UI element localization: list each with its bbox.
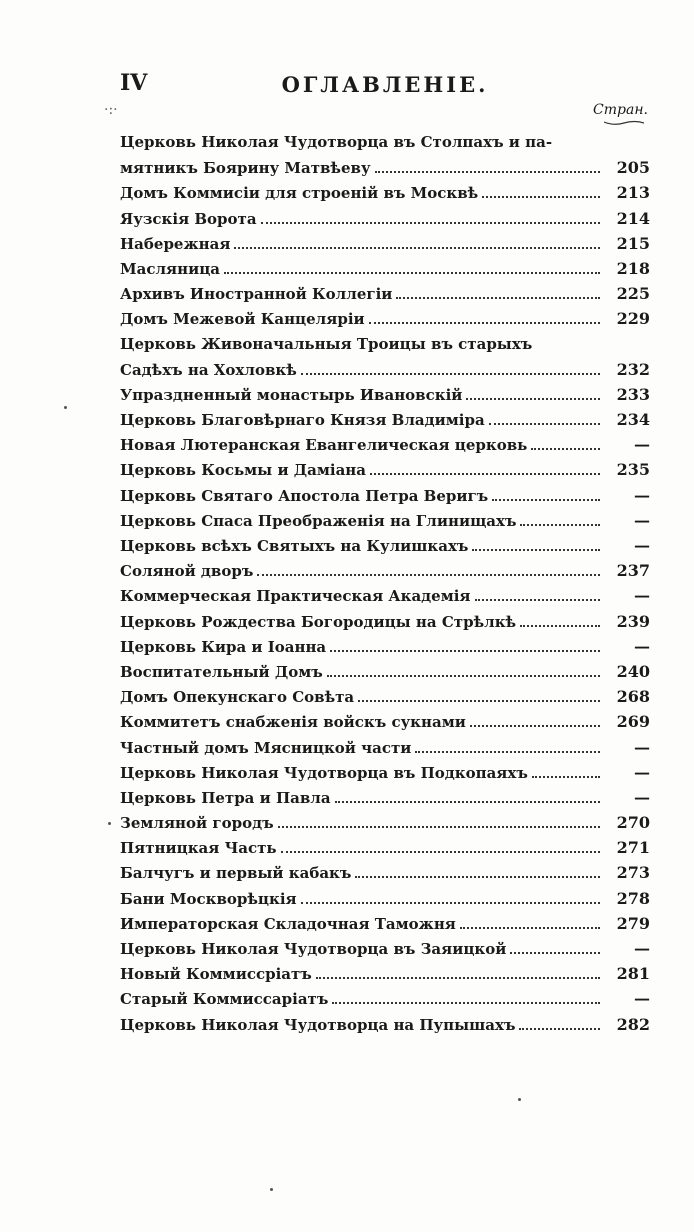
- dot-leader: [369, 322, 600, 324]
- toc-page-number: 218: [616, 258, 650, 278]
- toc-page-number: 278: [616, 888, 650, 908]
- toc-page-number: 240: [616, 661, 650, 681]
- toc-entry-line: [120, 583, 650, 608]
- dot-leader: [510, 952, 600, 954]
- toc-entry-line: [120, 432, 650, 457]
- page-title: ОГЛАВЛЕНІЕ.: [281, 72, 489, 97]
- toc-page-number: 225: [616, 284, 650, 304]
- dot-leader: [358, 700, 600, 702]
- toc-entry-title: Церковь всѣхъ Святыхъ на Кулишкахъ: [120, 537, 469, 555]
- toc-entry-line: [120, 810, 650, 835]
- toc-entry-title: Коммерческая Практическая Академія: [120, 587, 471, 606]
- toc-page-number: —: [634, 989, 650, 1009]
- toc-entry-line: [120, 986, 650, 1011]
- toc-page-number: 281: [616, 964, 650, 984]
- page-header: [120, 70, 650, 100]
- dot-leader: [257, 574, 600, 576]
- dot-leader: [472, 549, 600, 551]
- toc-page-number: 239: [616, 611, 650, 631]
- toc-entry-title: Домъ Коммисіи для строеній въ Москвѣ: [120, 184, 479, 203]
- toc-entry: [120, 130, 650, 180]
- dot-leader: [316, 977, 600, 979]
- toc-entry-line: [120, 206, 650, 231]
- toc-entry: [120, 961, 650, 986]
- toc-entry-title: Масляница: [120, 259, 221, 278]
- dot-leader: [278, 826, 600, 828]
- toc-entry: [120, 609, 650, 634]
- toc-entry-line: [120, 332, 650, 357]
- toc-entry-line: [120, 231, 650, 256]
- toc-page-number: 205: [616, 158, 650, 178]
- toc-entry-title: Церковь Спаса Преображенія на Глинищахъ: [120, 511, 517, 530]
- toc-page-number: —: [634, 485, 650, 505]
- toc-entry-line: [120, 760, 650, 785]
- toc-entry-title: Бани Москворѣцкія: [120, 889, 297, 908]
- toc-entry: [120, 508, 650, 533]
- toc-entry: [120, 735, 650, 760]
- toc-entry: [120, 911, 650, 936]
- column-header: [104, 102, 650, 124]
- ink-speck: [270, 1188, 273, 1191]
- dot-leader: [396, 297, 600, 299]
- toc-entry-title: Церковь Николая Чудотворца въ Заяицкой: [120, 940, 507, 958]
- dot-leader: [301, 373, 600, 375]
- toc-entry-line: [120, 709, 650, 734]
- toc-entry-title: Упраздненный монастырь Ивановскій: [120, 385, 463, 404]
- toc-entry-title: Земляной городъ: [120, 814, 274, 833]
- dot-leader: [281, 851, 600, 853]
- toc-entry: [120, 659, 650, 684]
- toc-entry: [120, 986, 650, 1011]
- toc-entry-line: [120, 634, 650, 659]
- toc-entry-title: Императорская Складочная Таможня: [120, 914, 456, 933]
- toc-entry: [120, 382, 650, 407]
- toc-page-number: —: [634, 435, 650, 455]
- toc-page-number: 235: [616, 460, 650, 480]
- toc-entry-line: [120, 860, 650, 885]
- toc-entry: [120, 760, 650, 785]
- toc-entry-title: Церковь Косьмы и Даміана: [120, 461, 366, 480]
- toc-entry-line: [120, 785, 650, 810]
- dot-leader: [332, 1002, 600, 1004]
- dot-leader: [460, 927, 600, 929]
- ink-speck: [518, 1098, 521, 1101]
- toc-entry: [120, 432, 650, 457]
- toc-entry: [120, 684, 650, 709]
- toc-page-number: —: [634, 762, 650, 782]
- toc-entry-title: Архивъ Иностранной Коллегіи: [120, 285, 393, 304]
- toc-entry-title: Новый Коммиссріатъ: [120, 965, 312, 984]
- dot-leader: [519, 1028, 600, 1030]
- toc-entry-line: [120, 961, 650, 986]
- toc-entry-line: [120, 533, 650, 558]
- toc-page-number: 270: [616, 813, 650, 833]
- toc-entry: [120, 206, 650, 231]
- toc-entry: [120, 634, 650, 659]
- toc-page-number: 232: [616, 359, 650, 379]
- toc-page-number: 229: [616, 309, 650, 329]
- toc-page-number: 273: [616, 863, 650, 883]
- dot-leader: [492, 499, 600, 501]
- toc-entry: [120, 886, 650, 911]
- toc-entry-title: Церковь Живоначальныя Троицы въ старыхъ: [120, 334, 533, 353]
- toc-entry-title: Пятницкая Часть: [120, 839, 277, 858]
- column-label-underline: [604, 120, 644, 126]
- toc-entry: [120, 709, 650, 734]
- toc-entry-line: [120, 180, 650, 205]
- toc-entry: [120, 583, 650, 608]
- toc-entry: [120, 558, 650, 583]
- toc-entry-title: Воспитательный Домъ: [120, 662, 323, 681]
- toc-entry-line: [120, 382, 650, 407]
- dot-leader: [520, 625, 600, 627]
- toc-page-number: —: [634, 536, 650, 555]
- table-of-contents: [120, 130, 650, 1037]
- dot-leader: [224, 272, 600, 274]
- toc-entry-line: [120, 155, 650, 180]
- ink-speck: [108, 822, 111, 825]
- toc-entry: [120, 1012, 650, 1037]
- toc-entry-line: [120, 407, 650, 432]
- toc-entry-title: Старый Коммиссаріатъ: [120, 990, 329, 1009]
- toc-entry-title: Садѣхъ на Хохловкѣ: [120, 360, 297, 379]
- toc-entry: [120, 533, 650, 558]
- dot-leader: [234, 247, 600, 249]
- toc-entry: [120, 407, 650, 432]
- toc-entry-line: [120, 886, 650, 911]
- toc-entry: [120, 810, 650, 835]
- toc-entry-line: [120, 306, 650, 331]
- dot-leader: [330, 650, 600, 652]
- toc-page-number: 215: [616, 233, 650, 253]
- toc-entry-title: Набережная: [120, 234, 231, 253]
- toc-entry-line: [120, 357, 650, 382]
- toc-entry-title: мятникъ Боярину Матвѣеву: [120, 159, 371, 178]
- toc-entry: [120, 231, 650, 256]
- toc-entry-title: Балчугъ и первый кабакъ: [120, 864, 352, 883]
- toc-entry: [120, 457, 650, 482]
- toc-page-number: 213: [616, 183, 650, 203]
- toc-entry-title: Церковь Кира и Іоанна: [120, 637, 327, 656]
- toc-entry-line: [120, 835, 650, 860]
- page-column-label: Стран.: [593, 102, 648, 118]
- toc-entry-line: [120, 483, 650, 508]
- dot-leader: [415, 751, 600, 753]
- page-number: IV: [120, 70, 148, 96]
- toc-entry: [120, 281, 650, 306]
- ink-speck: [64, 406, 67, 409]
- dot-leader: [261, 222, 600, 224]
- dot-leader: [482, 196, 600, 198]
- toc-page-number: —: [634, 586, 650, 606]
- toc-entry-line: [120, 130, 650, 155]
- dot-leader: [532, 776, 600, 778]
- dot-leader: [520, 524, 600, 526]
- toc-entry-line: [120, 735, 650, 760]
- toc-entry: [120, 860, 650, 885]
- toc-page-number: —: [634, 737, 650, 757]
- toc-entry-title: Церковь Николая Чудотворца въ Подкопаяхъ: [120, 763, 528, 782]
- toc-page-number: 214: [616, 208, 650, 228]
- toc-entry-title: Домъ Межевой Канцеляріи: [120, 310, 365, 329]
- toc-entry: [120, 180, 650, 205]
- toc-page-number: 234: [616, 410, 650, 430]
- toc-entry-line: [120, 659, 650, 684]
- toc-entry-title: Церковь Николая Чудотворца въ Столпахъ и па-: [120, 133, 553, 151]
- toc-entry: [120, 936, 650, 961]
- toc-entry-title: Домъ Опекунскаго Совѣта: [120, 688, 355, 707]
- toc-entry-title: Церковь Николая Чудотворца на Пупышахъ: [120, 1015, 516, 1034]
- dot-leader: [466, 398, 600, 400]
- dot-leader: [327, 675, 600, 677]
- toc-entry-line: [120, 936, 650, 961]
- dot-leader: [370, 473, 600, 475]
- toc-entry: [120, 256, 650, 281]
- toc-page-number: 237: [616, 561, 650, 581]
- toc-entry-line: [120, 911, 650, 936]
- toc-entry-title: Церковь Благовѣрнаго Князя Владиміра: [120, 411, 485, 430]
- toc-entry: [120, 835, 650, 860]
- toc-page-number: 269: [616, 712, 650, 732]
- toc-entry-line: [120, 281, 650, 306]
- toc-entry-title: Новая Лютеранская Евангелическая церковь: [120, 436, 528, 455]
- dot-leader: [355, 876, 600, 878]
- toc-entry-title: Яузскія Ворота: [120, 209, 257, 228]
- toc-entry-line: [120, 457, 650, 482]
- toc-entry: [120, 785, 650, 810]
- toc-entry-line: [120, 256, 650, 281]
- toc-entry-line: [120, 558, 650, 583]
- toc-entry-line: [120, 609, 650, 634]
- toc-entry: [120, 306, 650, 331]
- dot-leader: [375, 171, 600, 173]
- toc-page-number: 268: [616, 687, 650, 707]
- toc-entry-line: [120, 684, 650, 709]
- dot-leader: [531, 448, 600, 450]
- toc-page-number: —: [634, 510, 650, 530]
- toc-page-number: —: [634, 787, 650, 807]
- toc-entry-title: Соляной дворъ: [120, 562, 254, 581]
- toc-entry-title: Коммитетъ снабженія войскъ сукнами: [120, 713, 466, 732]
- toc-page-number: 271: [616, 838, 650, 858]
- toc-page-number: 279: [616, 913, 650, 933]
- dot-leader: [475, 599, 600, 601]
- toc-entry-title: Церковь Рождества Богородицы на Стрѣлкѣ: [120, 612, 517, 631]
- ink-mark: ·:·: [104, 102, 118, 118]
- toc-entry-title: Частный домъ Мясницкой части: [120, 738, 412, 757]
- toc-page-number: 282: [616, 1014, 650, 1034]
- toc-entry-line: [120, 1012, 650, 1037]
- toc-entry-title: Церковь Петра и Павла: [120, 788, 331, 807]
- toc-page-number: —: [634, 636, 650, 656]
- toc-entry: [120, 483, 650, 508]
- dot-leader: [335, 801, 600, 803]
- dot-leader: [301, 902, 600, 904]
- toc-page-number: 233: [616, 384, 650, 404]
- toc-page-number: —: [634, 939, 650, 958]
- dot-leader: [470, 725, 600, 727]
- dot-leader: [489, 423, 600, 425]
- toc-entry-line: [120, 508, 650, 533]
- toc-entry-title: Церковь Святаго Апостола Петра Веригъ: [120, 486, 489, 505]
- toc-entry: [120, 332, 650, 382]
